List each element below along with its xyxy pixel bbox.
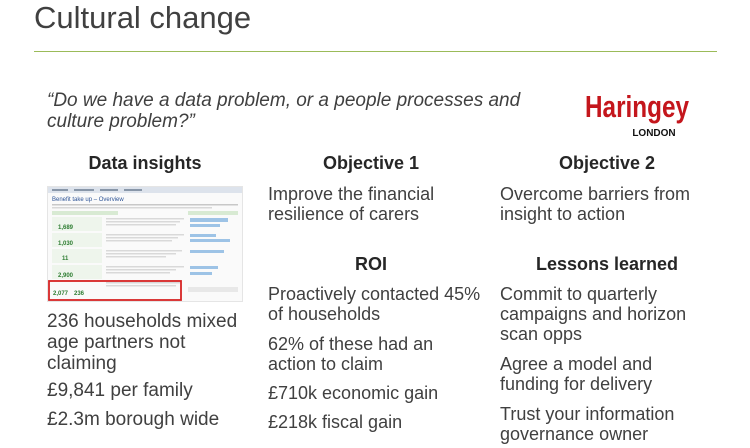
quote-text: “Do we have a data problem, or a people processes and culture problem?” — [47, 90, 521, 132]
lesson-governance: Trust your information governance owner — [500, 404, 675, 444]
slide-title: Cultural change — [34, 0, 252, 35]
svg-text:1,689: 1,689 — [58, 225, 74, 231]
lesson-quarterly: Commit to quarterly campaigns and horizon scan opps — [500, 284, 687, 344]
roi-item-economic: £710k economic gain — [268, 383, 439, 403]
dashboard-thumbnail-graphic — [48, 187, 242, 301]
insight-per-family: £9,841 per family — [47, 380, 193, 401]
objective2-heading: Objective 2 — [558, 153, 656, 173]
insight-households: 236 households mixed age partners not claiming — [47, 311, 238, 374]
data-insights-heading: Data insights — [88, 153, 202, 173]
objective1-heading: Objective 1 — [322, 153, 420, 173]
roi-item-contacted: Proactively contacted 45% of households — [268, 284, 481, 324]
objective1-text: Improve the financial resilience of carers — [268, 184, 435, 224]
svg-text:Benefit take up – Overview: Benefit take up – Overview — [52, 197, 124, 203]
objective2-text: Overcome barriers from insight to action — [500, 184, 691, 224]
svg-text:1,030: 1,030 — [58, 241, 74, 247]
svg-text:236: 236 — [74, 291, 85, 297]
logo-subtitle: LONDON — [632, 128, 676, 139]
lesson-model: Agree a model and funding for delivery — [500, 354, 653, 394]
haringey-logo — [583, 84, 691, 140]
roi-heading: ROI — [354, 254, 387, 274]
svg-text:11: 11 — [62, 256, 69, 262]
roi-item-fiscal: £218k fiscal gain — [268, 412, 403, 432]
lessons-heading: Lessons learned — [535, 254, 679, 274]
roi-item-action: 62% of these had an action to claim — [268, 334, 434, 374]
logo-wordmark: Haringey — [585, 89, 690, 124]
svg-text:2,077: 2,077 — [53, 291, 69, 297]
title-divider — [34, 51, 717, 52]
svg-text:2,900: 2,900 — [58, 273, 74, 279]
insight-borough-wide: £2.3m borough wide — [47, 409, 220, 430]
dashboard-thumbnail — [47, 186, 243, 302]
